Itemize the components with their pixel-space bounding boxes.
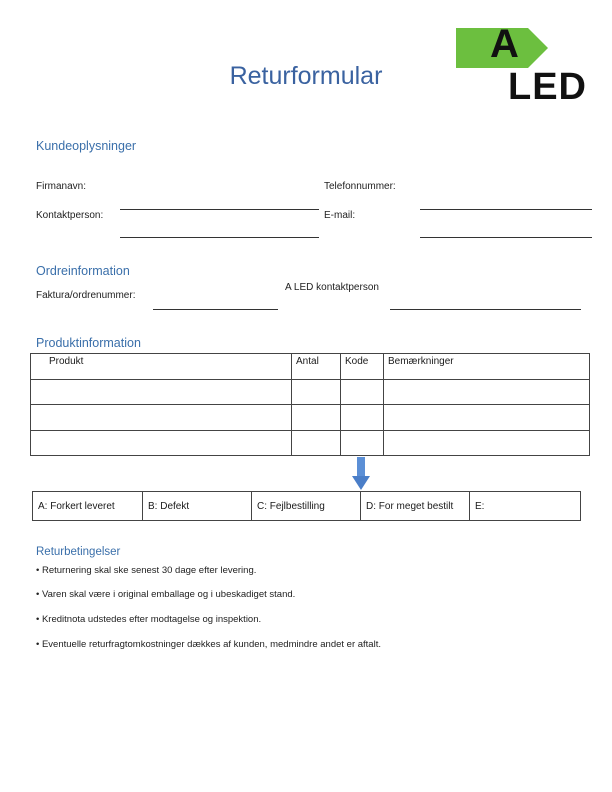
- email-label: E-mail:: [324, 210, 356, 221]
- logo-letter: A: [490, 22, 519, 66]
- company-field[interactable]: [120, 209, 319, 210]
- table-row: [31, 405, 590, 431]
- email-field[interactable]: [420, 237, 592, 238]
- terms-item: • Returnering skal ske senest 30 dage efter levering.: [36, 565, 257, 576]
- reason-code-a[interactable]: A: Forkert leveret: [33, 492, 143, 520]
- product-section-heading: Produktinformation: [36, 336, 141, 350]
- table-cell[interactable]: [384, 405, 590, 431]
- column-header-product: Produkt: [31, 354, 292, 380]
- reason-code-b[interactable]: B: Defekt: [143, 492, 252, 520]
- phone-field[interactable]: [420, 209, 592, 210]
- table-cell[interactable]: [292, 379, 341, 405]
- invoice-label: Faktura/ordrenummer:: [36, 290, 136, 301]
- order-section-heading: Ordreinformation: [36, 264, 130, 278]
- invoice-field[interactable]: [153, 309, 278, 310]
- terms-item: • Kreditnota udstedes efter modtagelse og inspektion.: [36, 614, 262, 625]
- contact-label: Kontaktperson:: [36, 210, 104, 221]
- column-header-code: Kode: [341, 354, 384, 380]
- table-cell[interactable]: [31, 430, 292, 456]
- table-cell[interactable]: [292, 430, 341, 456]
- logo-text: LED: [508, 66, 587, 108]
- table-cell[interactable]: [31, 379, 292, 405]
- a-led-logo: [456, 22, 592, 108]
- table-row: [31, 379, 590, 405]
- terms-section-heading: Returbetingelser: [36, 546, 121, 558]
- table-row: [31, 430, 590, 456]
- table-cell[interactable]: [341, 405, 384, 431]
- down-arrow-icon: [352, 457, 370, 491]
- table-cell[interactable]: [341, 379, 384, 405]
- table-header-row: [31, 354, 590, 380]
- terms-item: • Varen skal være i original emballage og i ubeskadiget stand.: [36, 589, 296, 600]
- company-label: Firmanavn:: [36, 181, 87, 192]
- page-title: Returformular: [229, 62, 383, 90]
- column-header-quantity: Antal: [292, 354, 341, 380]
- aled-contact-field[interactable]: [390, 309, 581, 310]
- column-header-remarks: Bemærkninger: [384, 354, 590, 380]
- terms-item: • Eventuelle returfragtomkostninger dækkes af kunden, medmindre andet er aftalt.: [36, 639, 381, 650]
- product-table: [30, 353, 590, 456]
- table-cell[interactable]: [31, 405, 292, 431]
- table-cell[interactable]: [292, 405, 341, 431]
- table-cell[interactable]: [384, 430, 590, 456]
- reason-code-c[interactable]: C: Fejlbestilling: [252, 492, 361, 520]
- return-reason-codes: [32, 491, 581, 521]
- table-cell[interactable]: [341, 430, 384, 456]
- phone-label: Telefonnummer:: [324, 181, 396, 192]
- contact-field[interactable]: [120, 237, 319, 238]
- table-cell[interactable]: [384, 379, 590, 405]
- reason-code-e[interactable]: E:: [475, 501, 485, 512]
- aled-contact-label: A LED kontaktperson: [285, 282, 379, 293]
- reason-code-d[interactable]: D: For meget bestilt: [361, 492, 470, 520]
- customer-section-heading: Kundeoplysninger: [36, 139, 137, 153]
